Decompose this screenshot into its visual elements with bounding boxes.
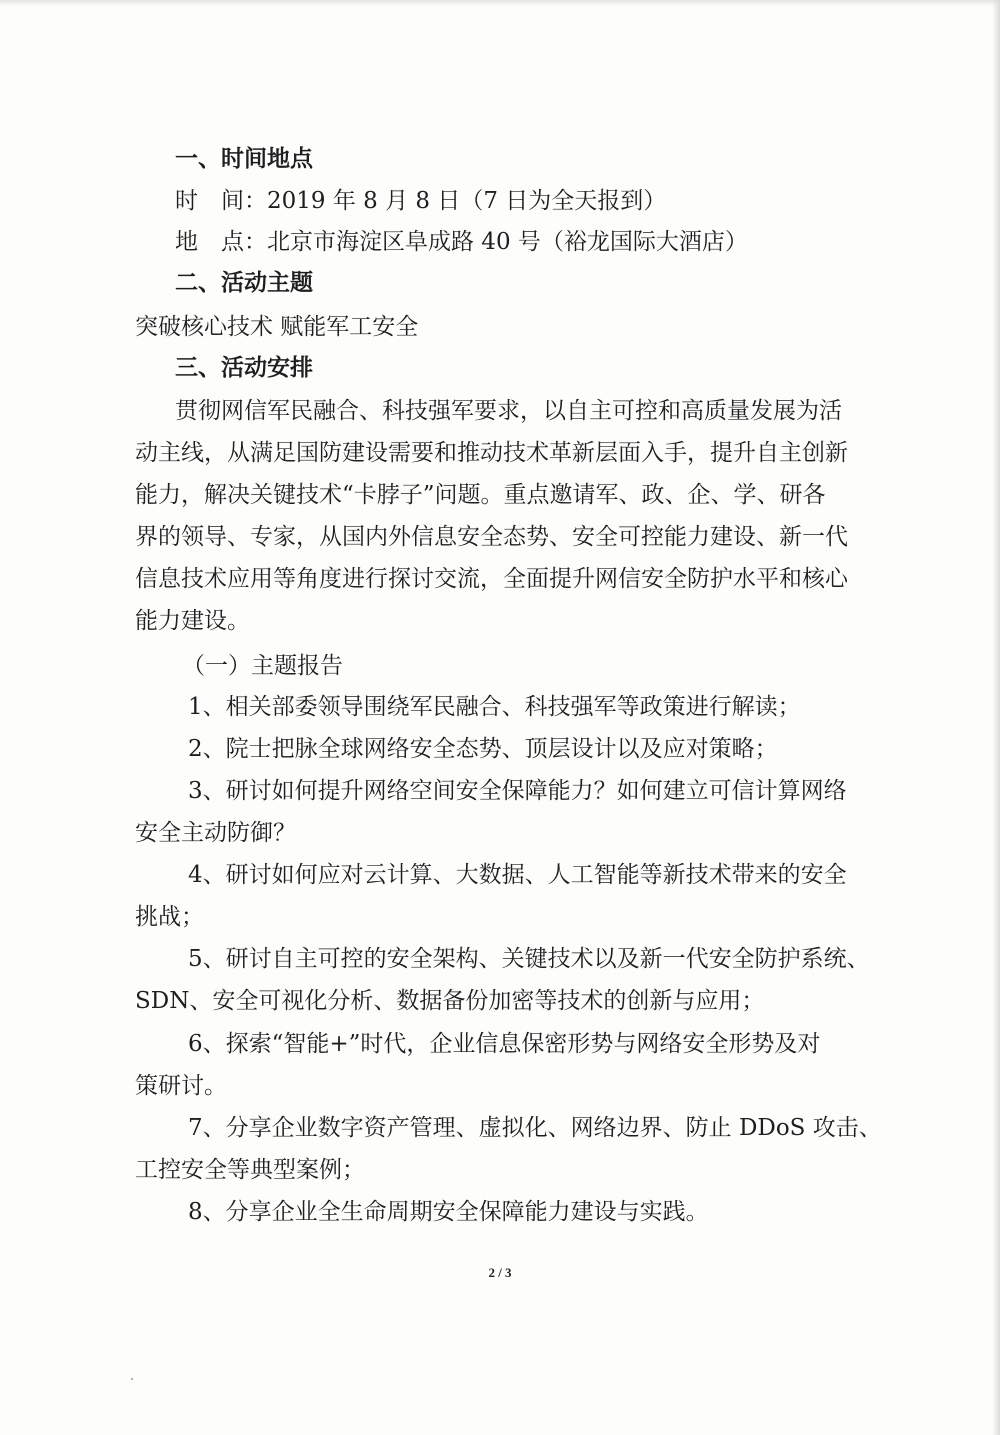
- event-place: 地 点：北京市海淀区阜成路 40 号（裕龙国际大酒店）: [175, 229, 748, 255]
- list-item: 3、研讨如何提升网络空间安全保障能力？如何建立可信计算网络: [188, 778, 847, 804]
- intro-line: 能力建设。: [135, 608, 250, 634]
- list-item-continuation: 挑战；: [135, 904, 204, 930]
- section-heading-time-place: 一、时间地点: [175, 145, 313, 172]
- list-item: 1、相关部委领导围绕军民融合、科技强军等政策进行解读；: [188, 694, 801, 720]
- intro-line: 贯彻网信军民融合、科技强军要求，以自主可控和高质量发展为活: [175, 398, 842, 424]
- list-item-continuation: 工控安全等典型案例；: [135, 1157, 365, 1183]
- subsection-heading-keynote: （一）主题报告: [182, 653, 343, 679]
- list-item-continuation: 安全主动防御？: [135, 820, 296, 846]
- section-heading-arrangement: 三、活动安排: [175, 354, 313, 381]
- list-item: 6、探索“智能+”时代，企业信息保密形势与网络安全形势及对: [188, 1031, 821, 1057]
- section-heading-theme: 二、活动主题: [175, 269, 313, 296]
- intro-line: 界的领导、专家，从国内外信息安全态势、安全可控能力建设、新一代: [135, 524, 848, 550]
- list-item: 7、分享企业数字资产管理、虚拟化、网络边界、防止 DDoS 攻击、: [188, 1115, 882, 1141]
- list-item: 2、院士把脉全球网络安全态势、顶层设计以及应对策略；: [188, 736, 778, 762]
- event-theme: 突破核心技术 赋能军工安全: [135, 314, 419, 340]
- event-time: 时 间：2019 年 8 月 8 日（7 日为全天报到）: [175, 188, 667, 214]
- list-item-continuation: SDN、安全可视化分析、数据备份加密等技术的创新与应用；: [135, 988, 765, 1014]
- intro-line: 信息技术应用等角度进行探讨交流，全面提升网信安全防护水平和核心: [135, 566, 848, 592]
- intro-line: 能力，解决关键技术“卡脖子”问题。重点邀请军、政、企、学、研各: [135, 482, 826, 508]
- scan-speck: [131, 1378, 133, 1380]
- intro-line: 动主线，从满足国防建设需要和推动技术革新层面入手，提升自主创新: [135, 440, 848, 466]
- scan-edge: [992, 0, 1000, 1435]
- list-item: 4、研讨如何应对云计算、大数据、人工智能等新技术带来的安全: [188, 862, 847, 888]
- scan-edge: [0, 0, 1000, 6]
- page-number: 2 / 3: [488, 1265, 512, 1280]
- list-item: 8、分享企业全生命周期安全保障能力建设与实践。: [188, 1199, 709, 1225]
- list-item-continuation: 策研讨。: [135, 1073, 227, 1099]
- list-item: 5、研讨自主可控的安全架构、关键技术以及新一代安全防护系统、: [188, 946, 870, 972]
